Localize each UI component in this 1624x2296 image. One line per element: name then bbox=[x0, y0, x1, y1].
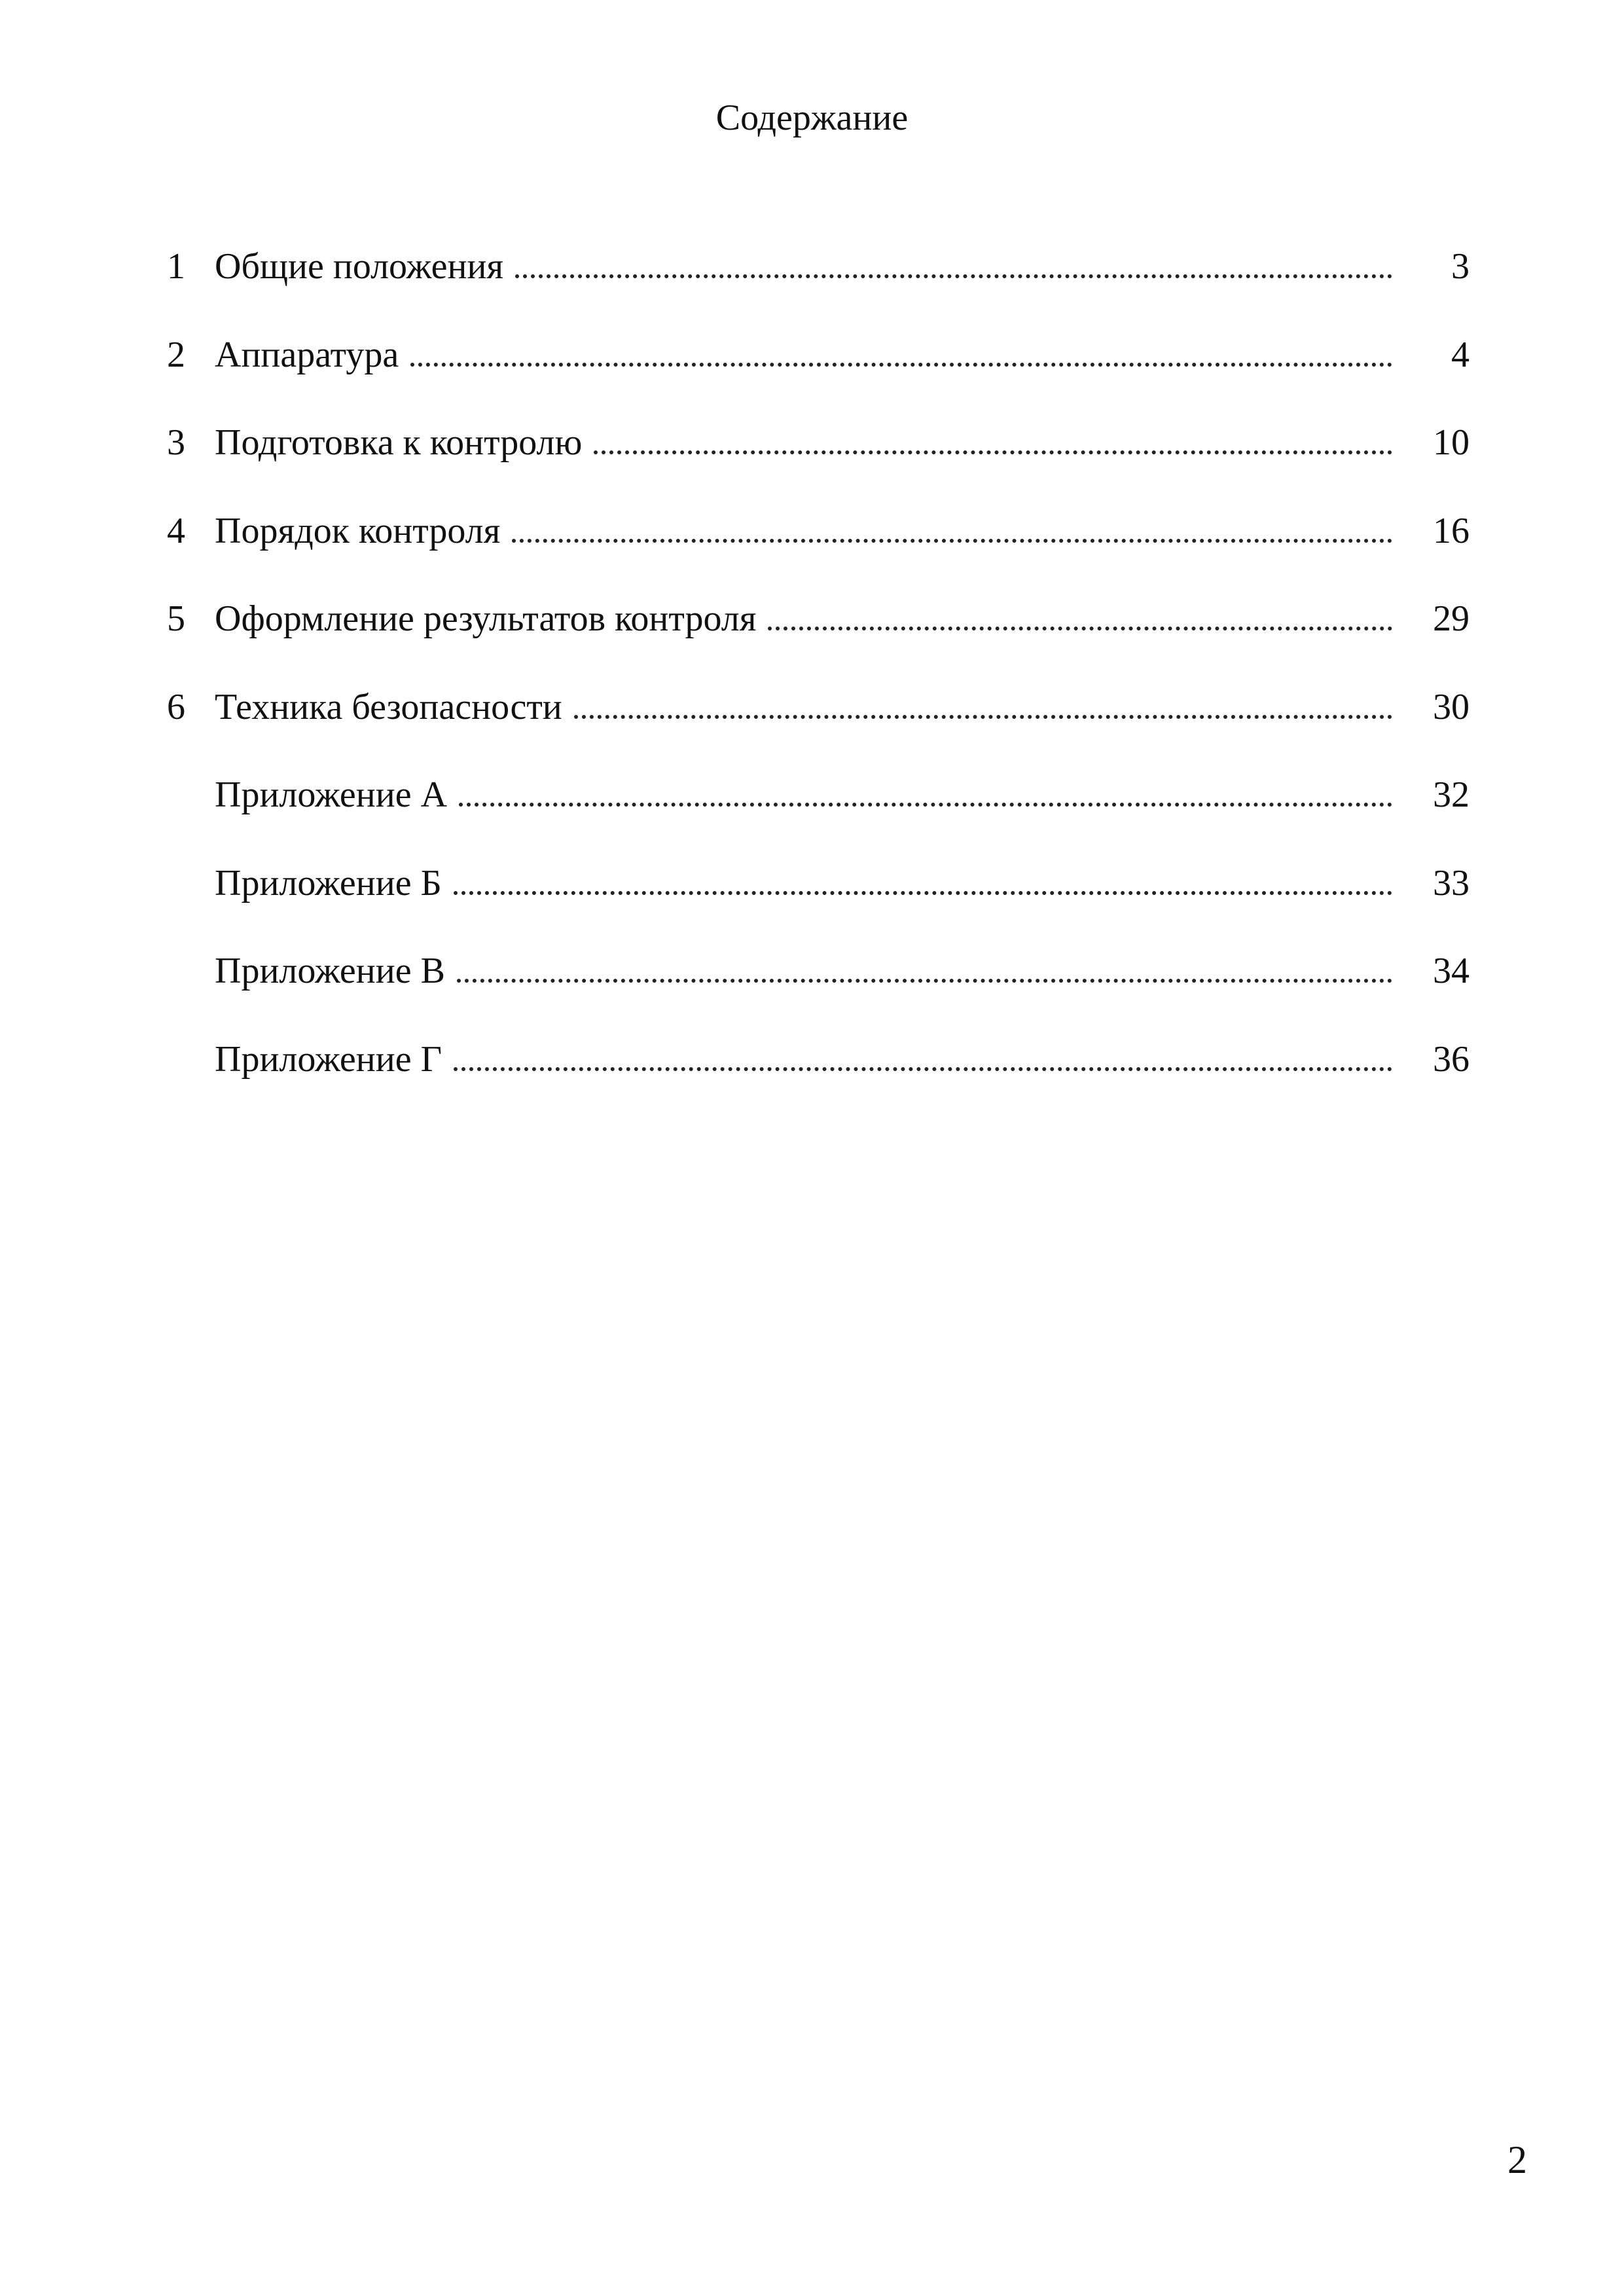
toc-number: 1 bbox=[167, 246, 185, 287]
toc-row bbox=[167, 1015, 1470, 1104]
toc-number: 5 bbox=[167, 598, 185, 640]
toc-label: Оформление результатов контроля bbox=[215, 598, 757, 640]
toc-number: 3 bbox=[167, 422, 185, 464]
toc-page-number: 32 bbox=[1433, 774, 1470, 816]
page-number: 2 bbox=[1507, 2138, 1527, 2181]
toc-label: Приложение Г bbox=[215, 1038, 442, 1080]
toc-row bbox=[167, 927, 1470, 1015]
toc-row bbox=[167, 487, 1470, 575]
dot-leader bbox=[459, 803, 1392, 807]
toc-page-number: 29 bbox=[1433, 598, 1470, 640]
dot-leader bbox=[454, 891, 1392, 895]
toc-entry bbox=[215, 246, 1470, 287]
toc-page-number: 36 bbox=[1433, 1038, 1470, 1080]
dot-leader bbox=[410, 363, 1392, 367]
page-title: Содержание bbox=[715, 98, 909, 138]
toc-label: Аппаратура bbox=[215, 334, 399, 375]
dot-leader bbox=[768, 627, 1392, 630]
dot-leader bbox=[457, 979, 1392, 983]
toc-entry bbox=[215, 862, 1470, 904]
toc-entry bbox=[215, 598, 1470, 640]
toc-page-number: 3 bbox=[1451, 246, 1470, 287]
toc-row bbox=[167, 663, 1470, 752]
toc-entry bbox=[215, 950, 1470, 992]
toc-label: Техника безопасности bbox=[215, 686, 562, 727]
toc-entry bbox=[215, 422, 1470, 464]
toc-label: Порядок контроля bbox=[215, 510, 501, 551]
toc-page-number: 33 bbox=[1433, 862, 1470, 903]
toc-row bbox=[167, 311, 1470, 399]
toc-page-number: 4 bbox=[1451, 334, 1470, 375]
dot-leader bbox=[512, 539, 1392, 543]
toc-row bbox=[167, 751, 1470, 839]
toc-row bbox=[167, 399, 1470, 487]
toc-row bbox=[167, 575, 1470, 663]
toc-label: Общие положения bbox=[215, 246, 504, 287]
dot-leader bbox=[454, 1067, 1392, 1071]
toc-page-number: 10 bbox=[1433, 422, 1470, 464]
toc-entry bbox=[215, 774, 1470, 816]
toc-page-number: 16 bbox=[1433, 510, 1470, 551]
toc-label: Приложение Б bbox=[215, 862, 442, 903]
toc-entry bbox=[215, 334, 1470, 376]
toc-page-number: 34 bbox=[1433, 951, 1470, 992]
dot-leader bbox=[515, 274, 1392, 278]
table-of-contents bbox=[167, 223, 1470, 1103]
toc-row bbox=[167, 223, 1470, 311]
toc-entry bbox=[215, 1038, 1470, 1080]
toc-page-number: 30 bbox=[1433, 686, 1470, 727]
toc-number: 4 bbox=[167, 510, 185, 551]
toc-label: Приложение А bbox=[215, 774, 448, 816]
toc-entry bbox=[215, 686, 1470, 728]
toc-label: Приложение В bbox=[215, 951, 445, 992]
toc-number: 6 bbox=[167, 686, 185, 727]
toc-number: 2 bbox=[167, 334, 185, 375]
dot-leader bbox=[594, 450, 1392, 454]
toc-row bbox=[167, 839, 1470, 928]
dot-leader bbox=[574, 715, 1392, 719]
toc-label: Подготовка к контролю bbox=[215, 422, 583, 464]
toc-entry bbox=[215, 510, 1470, 552]
